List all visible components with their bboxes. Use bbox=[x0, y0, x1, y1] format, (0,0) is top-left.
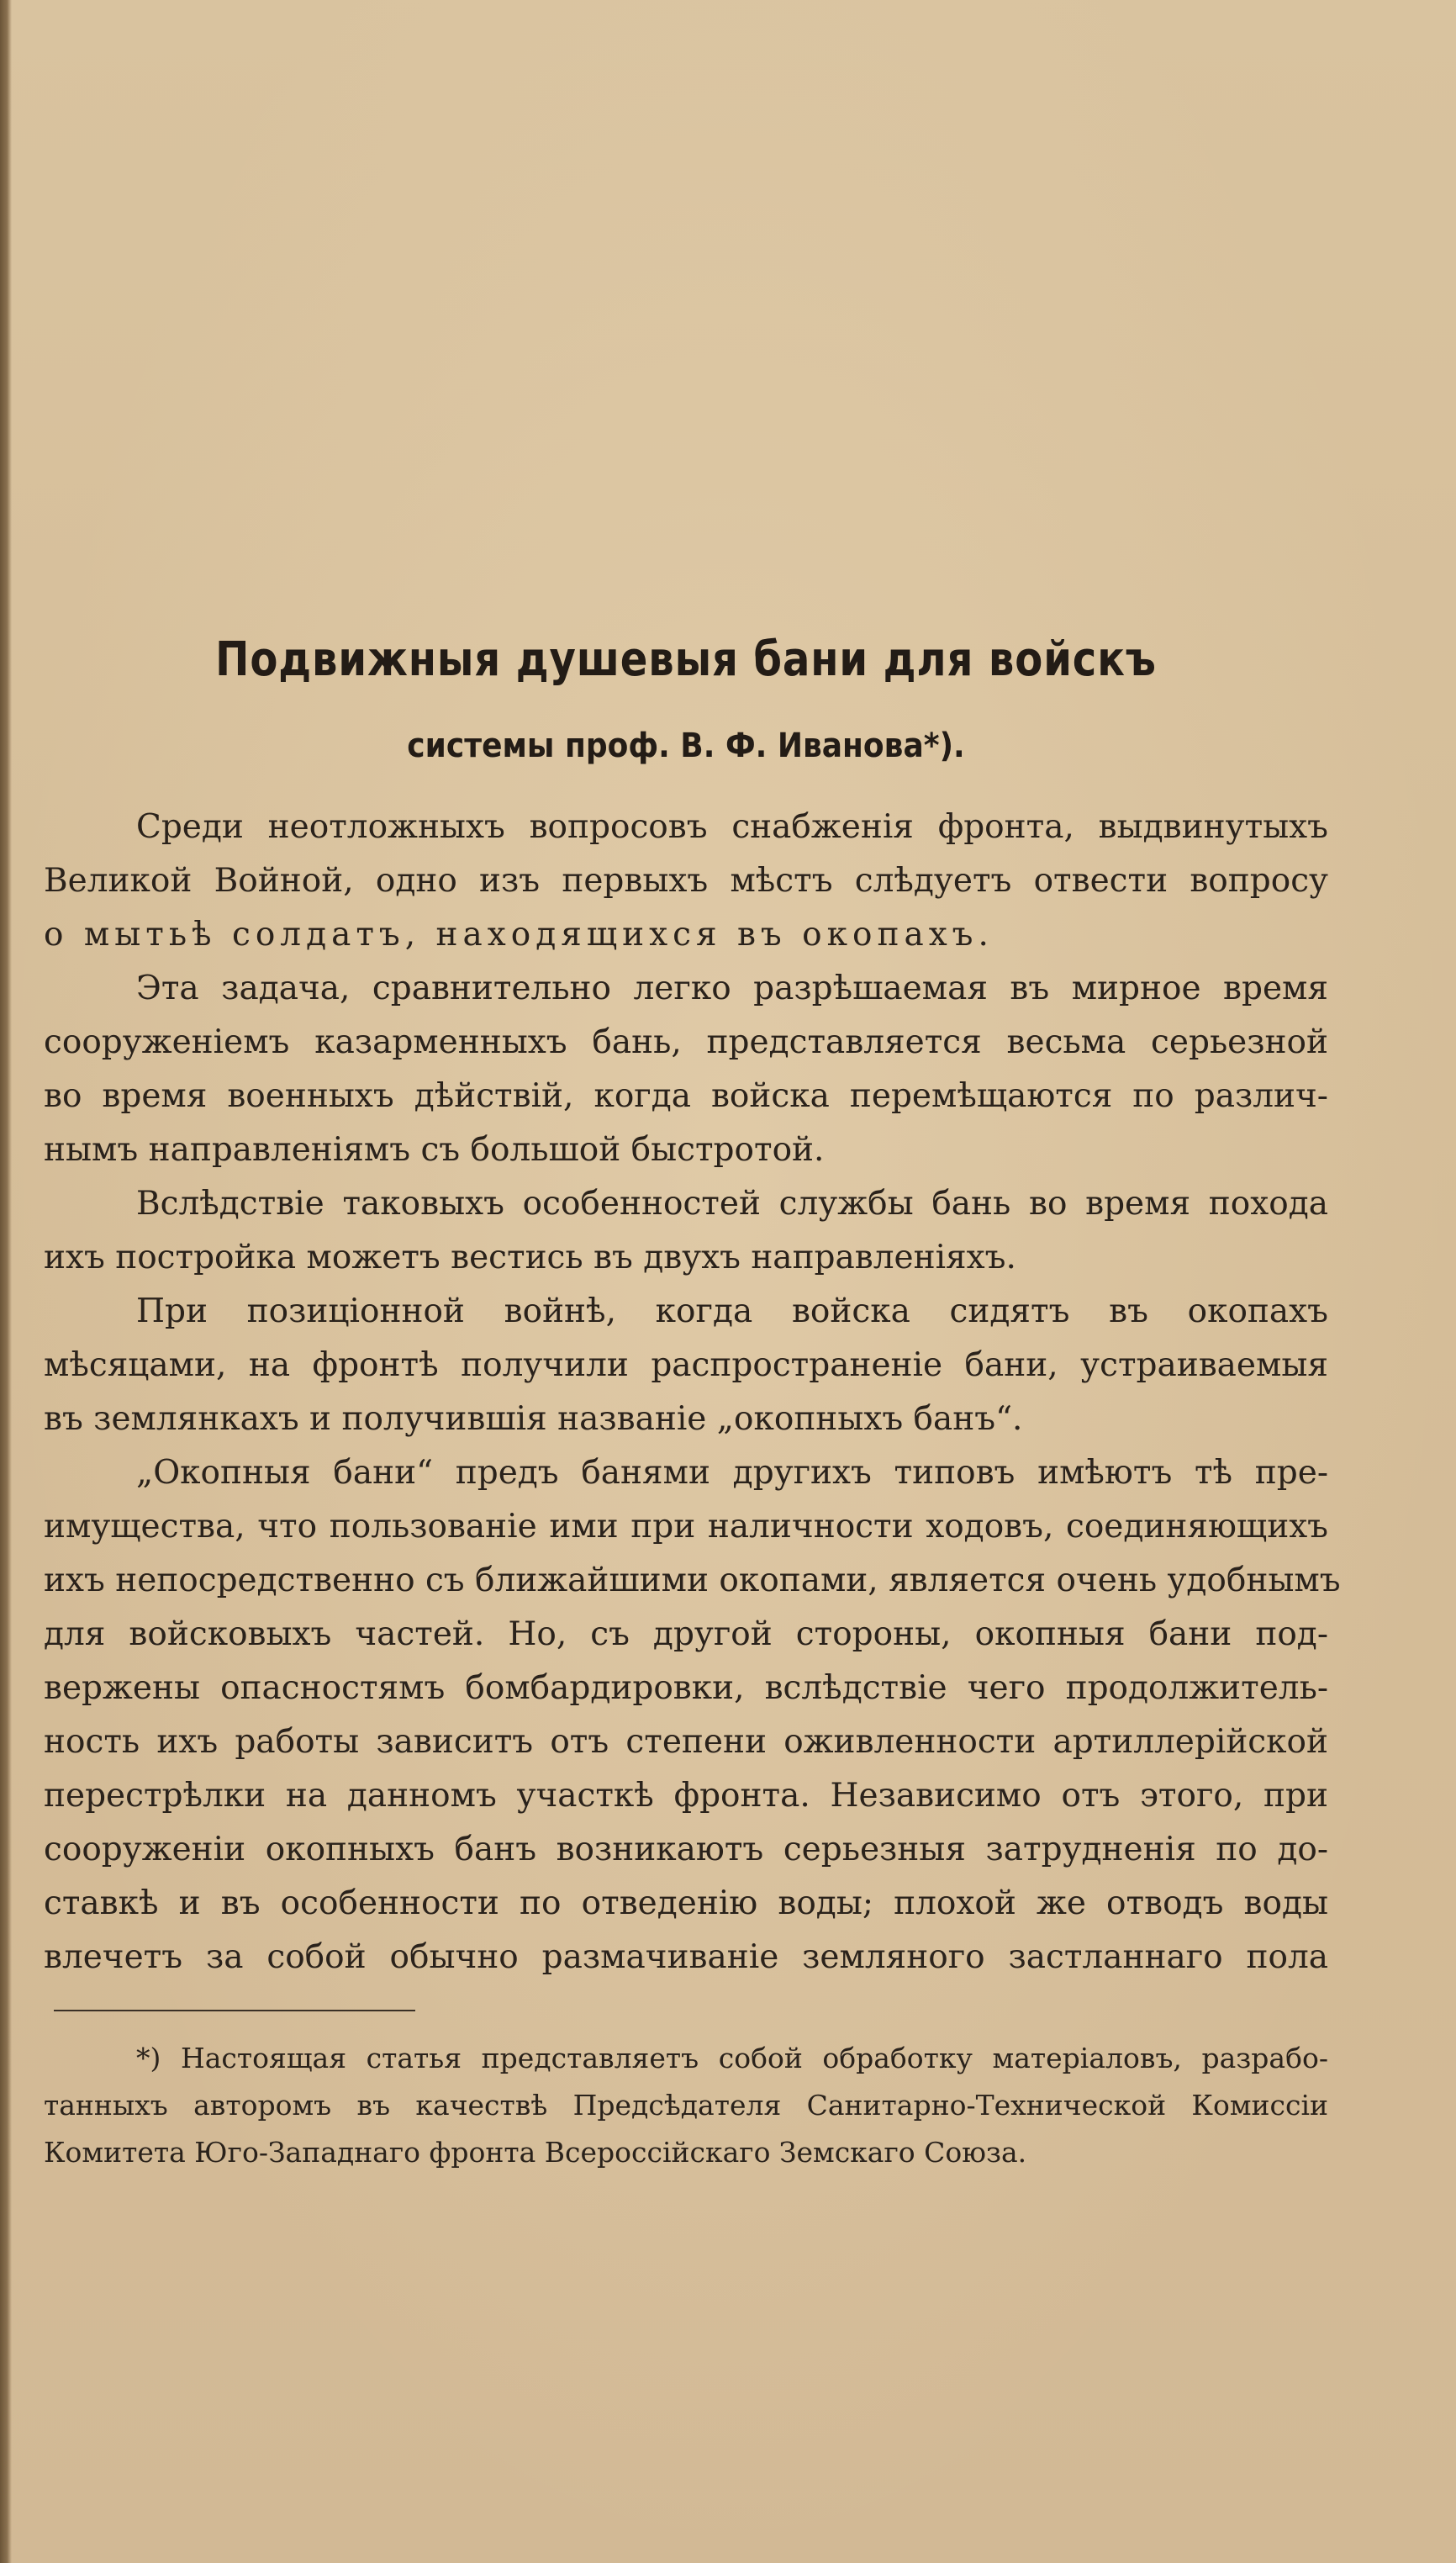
body-line: влечетъ за собой обычно размачиваніе земляного застланнаго пола bbox=[44, 1938, 1328, 1976]
footnote-divider bbox=[54, 2010, 415, 2011]
footnote-line: *) Настоящая статья представляетъ собой обработку матеріаловъ, разрабо- bbox=[136, 2042, 1328, 2074]
body-line: ихъ непосредственно съ ближайшими окопами, является очень удобнымъ bbox=[44, 1562, 1341, 1599]
body-line: вержены опасностямъ бомбардировки, вслѣдствіе чего продолжитель- bbox=[44, 1669, 1328, 1707]
body-line: о мытьѣ солдатъ, находящихся въ окопахъ. bbox=[44, 916, 994, 954]
body-line: Эта задача, сравнительно легко разрѣшаемая въ мирное время bbox=[136, 970, 1328, 1007]
body-line: ность ихъ работы зависитъ отъ степени оживленности артиллерійской bbox=[44, 1723, 1328, 1761]
footnote-line: Комитета Юго-Западнаго фронта Всероссійскаго Земскаго Союза. bbox=[44, 2136, 1027, 2169]
body-line: мѣсяцами, на фронтѣ получили распространеніе бани, устраиваемыя bbox=[44, 1346, 1328, 1384]
article-subtitle: системы проф. В. Ф. Иванова*). bbox=[407, 727, 965, 765]
article-title: Подвижныя душевыя бани для войскъ bbox=[215, 632, 1157, 687]
body-line: сооруженіи окопныхъ банъ возникаютъ серьезныя затрудненія по до- bbox=[44, 1831, 1328, 1868]
body-line: При позиціонной войнѣ, когда войска сидятъ въ окопахъ bbox=[136, 1292, 1328, 1330]
body-line: ставкѣ и въ особенности по отведенію воды; плохой же отводъ воды bbox=[44, 1884, 1328, 1922]
footnote bbox=[44, 2035, 1328, 2176]
footnote-line: танныхъ авторомъ въ качествѣ Предсѣдателя Санитарно-Технической Комиссіи bbox=[44, 2089, 1328, 2122]
body-line: въ землянкахъ и получившія названіе „окопныхъ банъ“. bbox=[44, 1400, 1023, 1438]
body-line: нымъ направленіямъ съ большой быстротой. bbox=[44, 1131, 825, 1169]
body-line: Вслѣдствіе таковыхъ особенностей службы бань во время похода bbox=[136, 1185, 1328, 1223]
article-body bbox=[44, 801, 1341, 1984]
body-line: „Окопныя бани“ предъ банями другихъ типовъ имѣютъ тѣ пре- bbox=[136, 1454, 1328, 1492]
body-line: Среди неотложныхъ вопросовъ снабженія фронта, выдвинутыхъ bbox=[136, 808, 1328, 846]
page-binding-edge bbox=[0, 0, 12, 2563]
body-line: во время военныхъ дѣйствій, когда войска перемѣщаются по различ- bbox=[44, 1077, 1328, 1115]
body-line: для войсковыхъ частей. Но, съ другой стороны, окопныя бани под- bbox=[44, 1615, 1328, 1653]
body-line: Великой Войной, одно изъ первыхъ мѣстъ слѣдуетъ отвести вопросу bbox=[44, 862, 1328, 900]
body-line: ихъ постройка можетъ вестись въ двухъ направленіяхъ. bbox=[44, 1239, 1016, 1276]
body-line: перестрѣлки на данномъ участкѣ фронта. Независимо отъ этого, при bbox=[44, 1777, 1328, 1815]
body-line: сооруженіемъ казарменныхъ бань, представляется весьма серьезной bbox=[44, 1023, 1328, 1061]
body-line: имущества, что пользованіе ими при наличности ходовъ, соединяющихъ bbox=[44, 1508, 1328, 1546]
